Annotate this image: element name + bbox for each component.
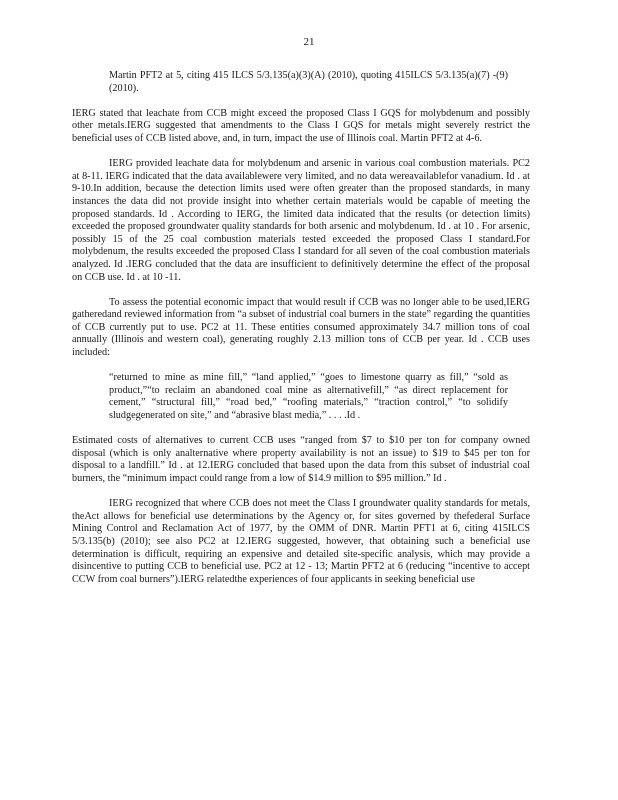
document-body	[72, 70, 530, 586]
paragraph-economic-impact: To assess the potential economic impact that would result if CCB was no longer able to be used,IERG gatheredand reviewed information from “a subset of industrial coal burners in the state” regarding the quantities of CCB currently put to use. PC2 at 11. These entities consumed approximately 34.7 million tons of coal annually (Illinois and western coal), generating roughly 2.13 million tons of CCB per year. Id . CCB uses included:	[72, 296, 530, 359]
quote-ccb-uses: “returned to mine as mine fill,” “land applied,” “goes to limestone quarry as fill,” “sold as product,”“to reclaim an abandoned coal mine as alternativefill,” “as direct replacement for cement,” “structural fill,” “road bed,” “roofing materials,” “traction control,” “to solidify sludgegenerated on site,” and “abrasive blast media,” . . . .Id .	[109, 372, 508, 422]
paragraph-beneficial-use: IERG recognized that where CCB does not meet the Class I groundwater quality standards for metals, theAct allows for beneficial use determinations by the Agency or, for sites governed by thefederal Surface Mining Control and Reclamation Act of 1977, by the OMM of DNR. Martin PFT1 at 6, citing 415ILCS 5/3.135(b) (2010); see also PC2 at 12.IERG suggested, however, that obtaining such a beneficial use determination is difficult, requiring an expensive and detailed site-specific analysis, which may provide a disincentive to putting CCB to beneficial use. PC2 at 12 - 13; Martin PFT2 at 6 (reducing “incentive to accept CCW from coal burners”).IERG relatedthe experiences of four applicants in seeking beneficial use	[72, 498, 530, 585]
paragraph-ierg-leachate: IERG stated that leachate from CCB might exceed the proposed Class I GQS for molybdenum and possibly other metals.IERG suggested that amendments to the Class I GQS for metals might severely restrict the beneficial uses of CCB listed above, and, in turn, impact the use of Illinois coal. Martin PFT2 at 4-6.	[72, 107, 530, 144]
page-number: 21	[303, 36, 315, 48]
paragraph-estimated-costs: Estimated costs of alternatives to current CCB uses “ranged from $7 to $10 per ton for company owned disposal (which is only analternative where property availability is not an issue) to $19 to $45 per ton for disposal to a landfill.” Id . at 12.IERG concluded that based upon the data from this subset of industrial coal burners, the “minimum impact could range from a low of $14.9 million to $95 million.” Id .	[72, 435, 530, 484]
paragraph-leachate-data: IERG provided leachate data for molybdenum and arsenic in various coal combustion materials. PC2 at 8-11. IERG indicated that the data availablewere very limited, and no data wereavailablefor vanadium. Id . at 9-10.In addition, because the detection limits used were often greater than the proposed standards, in many instances the data did not provide insight into whether certain materials would be capable of meeting the proposed standards. Id . According to IERG, the limited data indicated that the results (or detection limits) exceeded the proposed groundwater quality standards for both arsenic and molybdenum. Id . at 10 . For arsenic, possibly 15 of the 25 coal combustion materials tested exceeded the proposed Class I standard.For molybdenum, the results exceeded the proposed Class I standard for all seven of the coal combustion materials analyzed. Id .IERG concluded that the data are insufficient to definitively determine the effect of the proposal on CCB use. Id . at 10 -11.	[72, 158, 530, 283]
citation-paragraph: Martin PFT2 at 5, citing 415 ILCS 5/3.135(a)(3)(A) (2010), quoting 415ILCS 5/3.135(a)(7) -(9) (2010).	[109, 70, 508, 94]
